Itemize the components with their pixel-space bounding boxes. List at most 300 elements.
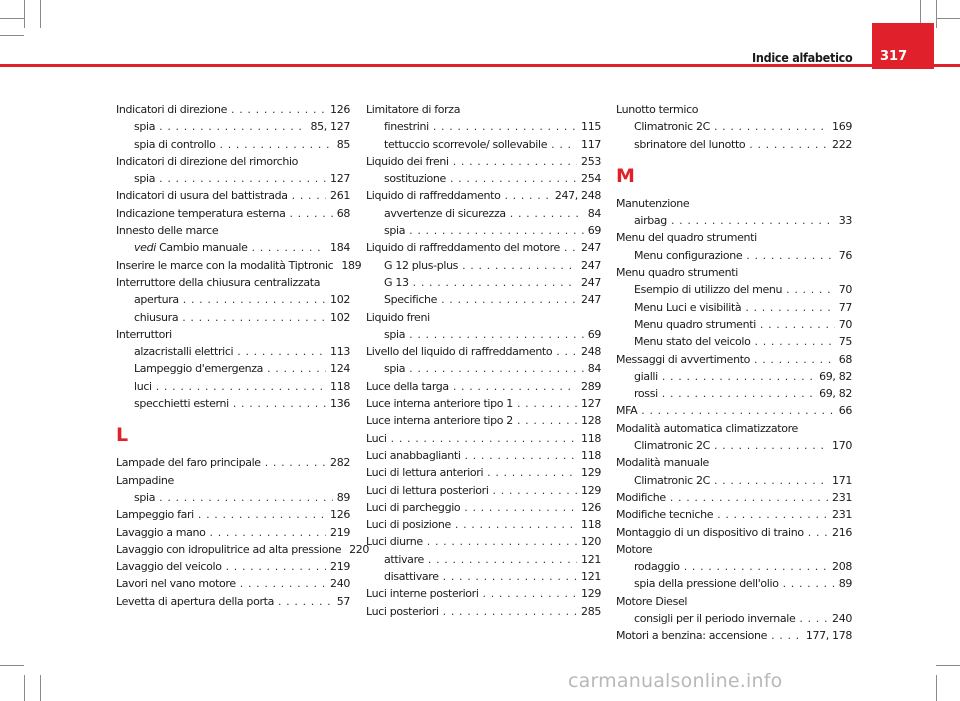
dot-leader bbox=[517, 412, 577, 429]
page-reference[interactable]: 247 bbox=[581, 293, 601, 307]
dot-leader bbox=[641, 402, 834, 419]
dot-leader bbox=[443, 568, 577, 585]
page-reference[interactable]: 120 bbox=[581, 535, 601, 549]
dot-leader bbox=[159, 489, 333, 506]
page-reference[interactable]: 129 bbox=[581, 466, 601, 480]
index-entry bbox=[116, 524, 350, 541]
entry-term: Lampeggio d'emergenza bbox=[134, 362, 264, 376]
dot-leader bbox=[786, 281, 835, 298]
dot-leader bbox=[465, 447, 578, 464]
index-entry bbox=[116, 454, 350, 471]
page-reference[interactable]: 115 bbox=[581, 120, 601, 134]
crop-mark bbox=[936, 18, 960, 19]
index-entry bbox=[366, 239, 601, 256]
crop-mark bbox=[0, 18, 24, 19]
page-reference[interactable]: 216 bbox=[832, 525, 852, 539]
index-subentry bbox=[616, 247, 852, 264]
page-number: 317 bbox=[880, 49, 908, 64]
entry-term: Livello del liquido di raffreddamento bbox=[366, 345, 553, 359]
page-reference[interactable]: 231 bbox=[832, 508, 852, 522]
index-column-1 bbox=[116, 101, 370, 610]
index-subentry bbox=[116, 378, 350, 395]
entry-term: Specifiche bbox=[384, 293, 438, 307]
entry-term: Levetta di apertura della porta bbox=[116, 594, 274, 608]
index-entry bbox=[616, 524, 852, 541]
entry-term: Inserire le marce con la modalità Tiptronic bbox=[116, 258, 334, 272]
page-reference[interactable]: 118 bbox=[330, 379, 350, 393]
page-reference[interactable]: 102 bbox=[330, 310, 350, 324]
dot-leader bbox=[783, 575, 835, 592]
dot-leader bbox=[159, 170, 326, 187]
page-reference[interactable]: 170 bbox=[832, 439, 852, 453]
entry-term-text: Cambio manuale bbox=[159, 241, 248, 255]
index-subentry bbox=[366, 568, 601, 585]
entry-term: Modifiche tecniche bbox=[616, 508, 714, 522]
dot-leader bbox=[755, 333, 835, 350]
index-entry bbox=[116, 101, 350, 118]
entry-term: Climatronic 2C bbox=[634, 120, 710, 134]
page-reference[interactable]: 68 bbox=[838, 352, 852, 366]
dot-leader bbox=[292, 187, 326, 204]
section-letter: L bbox=[116, 424, 128, 447]
entry-term: Lavaggio con idropulitrice ad alta pressione bbox=[116, 542, 342, 556]
index-subentry bbox=[616, 136, 852, 153]
crop-mark bbox=[24, 675, 25, 701]
page-reference[interactable]: 247, 248 bbox=[554, 189, 601, 203]
index-subentry bbox=[366, 326, 601, 343]
dot-leader bbox=[441, 291, 577, 308]
index-entry bbox=[616, 351, 852, 368]
entry-term: Luci di posizione bbox=[366, 518, 451, 532]
entry-term: Luce interna anteriore tipo 2 bbox=[366, 414, 513, 428]
page-reference[interactable]: 248 bbox=[581, 345, 601, 359]
dot-leader bbox=[240, 575, 326, 592]
page-reference[interactable]: 76 bbox=[838, 248, 852, 262]
index-heading: Menu del quadro strumenti bbox=[616, 231, 757, 245]
entry-term: Lavori nel vano motore bbox=[116, 577, 236, 591]
dot-leader bbox=[746, 247, 834, 264]
see-reference: vedi bbox=[134, 241, 156, 255]
entry-term: spia bbox=[384, 224, 406, 238]
entry-term: Menu stato del veicolo bbox=[634, 335, 751, 349]
index-entry bbox=[366, 447, 601, 464]
page-reference[interactable]: 253 bbox=[581, 154, 601, 168]
page-reference[interactable]: 118 bbox=[581, 448, 601, 462]
dot-leader bbox=[409, 222, 584, 239]
dot-leader bbox=[433, 118, 577, 135]
dot-leader bbox=[198, 506, 326, 523]
dot-leader bbox=[265, 454, 326, 471]
dot-leader bbox=[210, 524, 327, 541]
entry-term: Liquido di raffreddamento bbox=[366, 189, 501, 203]
crop-mark bbox=[936, 675, 937, 701]
page-reference[interactable]: 219 bbox=[330, 525, 350, 539]
index-subentry bbox=[616, 333, 852, 350]
page-reference[interactable]: 69 bbox=[587, 224, 601, 238]
entry-term: rodaggio bbox=[634, 560, 680, 574]
page-reference[interactable]: 219 bbox=[330, 560, 350, 574]
index-entry bbox=[116, 187, 350, 204]
page-reference[interactable]: 77 bbox=[838, 300, 852, 314]
index-subentry bbox=[366, 551, 601, 568]
index-subentry bbox=[366, 274, 601, 291]
entry-term: specchietti esterni bbox=[134, 397, 229, 411]
entry-term: Luci diurne bbox=[366, 535, 423, 549]
index-entry bbox=[366, 378, 601, 395]
index-entry bbox=[616, 627, 852, 644]
entry-term: rossi bbox=[634, 387, 658, 401]
page-reference[interactable]: 124 bbox=[330, 362, 350, 376]
index-heading: Manutenzione bbox=[616, 196, 690, 210]
dot-leader bbox=[278, 593, 333, 610]
index-subentry bbox=[616, 610, 852, 627]
entry-term: spia bbox=[384, 362, 406, 376]
page-reference[interactable]: 113 bbox=[330, 345, 350, 359]
dot-leader bbox=[662, 368, 815, 385]
index-heading: Limitatore di forza bbox=[366, 103, 461, 116]
page-reference[interactable]: 118 bbox=[581, 518, 601, 532]
index-subentry bbox=[116, 291, 350, 308]
entry-term: Menu quadro strumenti bbox=[634, 317, 756, 331]
dot-leader bbox=[443, 603, 577, 620]
dot-leader bbox=[428, 551, 577, 568]
page-reference[interactable]: 117 bbox=[581, 137, 601, 151]
index-subentry bbox=[116, 136, 350, 153]
dot-leader bbox=[220, 136, 333, 153]
entry-term: Luci anabbaglianti bbox=[366, 448, 461, 462]
index-heading: Lunotto termico bbox=[616, 103, 699, 116]
dot-leader bbox=[493, 482, 578, 499]
page-title: Indice alfabetico bbox=[752, 50, 853, 65]
entry-term: consigli per il periodo invernale bbox=[634, 612, 796, 626]
index-subentry bbox=[116, 118, 350, 135]
entry-term: tettuccio scorrevole/ sollevabile bbox=[384, 137, 548, 151]
index-entry bbox=[116, 205, 350, 222]
index-entry bbox=[366, 603, 601, 620]
index-subentry bbox=[616, 558, 852, 575]
index-entry bbox=[366, 533, 601, 550]
page-reference[interactable]: 261 bbox=[330, 189, 350, 203]
index-entry bbox=[366, 412, 601, 429]
page-reference[interactable]: 247 bbox=[581, 241, 601, 255]
dot-leader bbox=[517, 395, 577, 412]
crop-mark bbox=[0, 35, 24, 36]
page-reference[interactable]: 85, 127 bbox=[310, 120, 350, 134]
index-subentry bbox=[366, 360, 601, 377]
index-subentry bbox=[616, 575, 852, 592]
page-reference[interactable]: 57 bbox=[336, 594, 350, 608]
entry-term: Luci bbox=[366, 431, 387, 445]
dot-leader bbox=[771, 627, 802, 644]
dot-leader bbox=[670, 489, 828, 506]
page-reference[interactable]: 129 bbox=[581, 483, 601, 497]
dot-leader bbox=[413, 274, 577, 291]
index-subentry bbox=[616, 368, 852, 385]
entry-term: Lavaggio a mano bbox=[116, 525, 206, 539]
dot-leader bbox=[409, 326, 584, 343]
entry-term: MFA bbox=[616, 404, 638, 418]
entry-term bbox=[134, 239, 248, 256]
index-subentry bbox=[616, 472, 852, 489]
entry-term: attivare bbox=[384, 552, 424, 566]
index-subentry bbox=[116, 309, 350, 326]
index-entry bbox=[366, 430, 601, 447]
dot-leader bbox=[745, 299, 834, 316]
entry-term: sostituzione bbox=[384, 172, 446, 186]
index-heading: Menu quadro strumenti bbox=[616, 266, 738, 280]
index-subentry bbox=[616, 118, 852, 135]
dot-leader bbox=[754, 351, 835, 368]
page-reference[interactable]: 285 bbox=[581, 604, 601, 618]
index-subentry bbox=[366, 257, 601, 274]
entry-term: sbrinatore del lunotto bbox=[634, 137, 746, 151]
page-reference[interactable]: 136 bbox=[330, 397, 350, 411]
dot-leader bbox=[183, 291, 326, 308]
dot-leader bbox=[409, 360, 584, 377]
entry-term: Lavaggio del veicolo bbox=[116, 560, 222, 574]
entry-term: Luci interne posteriori bbox=[366, 587, 479, 601]
index-subentry bbox=[366, 170, 601, 187]
dot-leader bbox=[504, 187, 550, 204]
index-heading: Innesto delle marce bbox=[116, 224, 219, 238]
index-entry bbox=[366, 343, 601, 360]
entry-term: Luci di parcheggio bbox=[366, 500, 461, 514]
entry-term: chiusura bbox=[134, 310, 179, 324]
dot-leader bbox=[487, 464, 577, 481]
index-entry bbox=[616, 402, 852, 419]
index-subentry bbox=[116, 343, 350, 360]
entry-term: gialli bbox=[634, 369, 658, 383]
entry-term: alzacristalli elettrici bbox=[134, 345, 234, 359]
page-reference[interactable]: 127 bbox=[581, 397, 601, 411]
entry-term: Luce della targa bbox=[366, 379, 449, 393]
page-reference[interactable]: 68 bbox=[336, 206, 350, 220]
entry-term: G 12 plus-plus bbox=[384, 258, 459, 272]
entry-term: Climatronic 2C bbox=[634, 439, 710, 453]
entry-term: spia bbox=[384, 327, 406, 341]
entry-term: Messaggi di avvertimento bbox=[616, 352, 751, 366]
page-reference[interactable]: 66 bbox=[838, 404, 852, 418]
index-subentry bbox=[116, 360, 350, 377]
dot-leader bbox=[662, 385, 815, 402]
dot-leader bbox=[483, 585, 578, 602]
index-entry bbox=[116, 558, 350, 575]
index-entry bbox=[116, 593, 350, 610]
entry-term: airbag bbox=[634, 214, 667, 228]
dot-leader bbox=[556, 343, 577, 360]
entry-term: Luci di lettura anteriori bbox=[366, 466, 484, 480]
dot-leader bbox=[749, 136, 828, 153]
page-reference[interactable]: 222 bbox=[832, 137, 852, 151]
entry-term: Luci di lettura posteriori bbox=[366, 483, 489, 497]
dot-leader bbox=[391, 430, 577, 447]
entry-term: avvertenze di sicurezza bbox=[384, 206, 506, 220]
index-subentry bbox=[616, 385, 852, 402]
index-subentry bbox=[616, 299, 852, 316]
entry-term: spia di controllo bbox=[134, 137, 216, 151]
dot-leader bbox=[159, 118, 306, 135]
entry-term: Lampade del faro principale bbox=[116, 456, 261, 470]
index-heading: Interruttori bbox=[116, 327, 172, 341]
index-entry bbox=[366, 516, 601, 533]
index-heading: Modalità automatica climatizzatore bbox=[616, 421, 798, 435]
dot-leader bbox=[453, 153, 577, 170]
index-heading: Liquido freni bbox=[366, 310, 430, 324]
dot-leader bbox=[462, 257, 577, 274]
index-subentry bbox=[616, 437, 852, 454]
index-subentry bbox=[116, 239, 350, 256]
index-entry bbox=[616, 489, 852, 506]
index-subentry bbox=[616, 212, 852, 229]
dot-leader bbox=[464, 499, 577, 516]
page-reference[interactable]: 70 bbox=[838, 283, 852, 297]
page-reference[interactable]: 102 bbox=[330, 293, 350, 307]
page-reference[interactable]: 231 bbox=[832, 490, 852, 504]
page-reference[interactable]: 84 bbox=[587, 362, 601, 376]
index-entry bbox=[366, 499, 601, 516]
index-entry bbox=[116, 257, 362, 274]
page-reference[interactable]: 89 bbox=[336, 490, 350, 504]
page-reference[interactable]: 177, 178 bbox=[805, 629, 852, 643]
dot-leader bbox=[182, 309, 326, 326]
page-reference[interactable]: 169 bbox=[832, 120, 852, 134]
page-reference[interactable]: 247 bbox=[581, 258, 601, 272]
index-entry bbox=[366, 464, 601, 481]
dot-leader bbox=[760, 316, 835, 333]
entry-term: disattivare bbox=[384, 570, 439, 584]
index-column-2 bbox=[366, 101, 601, 620]
crop-mark bbox=[24, 0, 25, 28]
page-reference[interactable]: 220 bbox=[349, 542, 370, 556]
page-reference[interactable]: 75 bbox=[838, 335, 852, 349]
page-reference[interactable]: 254 bbox=[581, 172, 601, 186]
dot-leader bbox=[427, 533, 577, 550]
page-reference[interactable]: 189 bbox=[341, 258, 362, 272]
dot-leader bbox=[799, 610, 828, 627]
index-subentry bbox=[116, 489, 350, 506]
page-reference[interactable]: 282 bbox=[330, 456, 350, 470]
dot-leader bbox=[450, 170, 577, 187]
index-heading: Lampadine bbox=[116, 473, 174, 487]
index-entry bbox=[116, 575, 350, 592]
page-reference[interactable]: 129 bbox=[581, 587, 601, 601]
entry-term: spia bbox=[134, 120, 156, 134]
dot-leader bbox=[671, 212, 835, 229]
page-reference[interactable]: 289 bbox=[581, 379, 601, 393]
page-reference[interactable]: 184 bbox=[330, 241, 350, 255]
page-reference[interactable]: 240 bbox=[832, 612, 852, 626]
entry-term: Lampeggio fari bbox=[116, 508, 194, 522]
entry-term: G 13 bbox=[384, 275, 409, 289]
entry-term: Menu configurazione bbox=[634, 248, 743, 262]
index-entry bbox=[366, 395, 601, 412]
section-letter: M bbox=[616, 164, 635, 187]
index-entry bbox=[366, 482, 601, 499]
page-reference[interactable]: 126 bbox=[330, 508, 350, 522]
entry-term: Montaggio di un dispositivo di traino bbox=[616, 525, 804, 539]
index-subentry bbox=[366, 222, 601, 239]
page-reference[interactable]: 126 bbox=[330, 103, 350, 116]
index-subentry bbox=[116, 170, 350, 187]
entry-term: Liquido di raffreddamento del motore bbox=[366, 241, 560, 255]
entry-term: Indicatori di usura del battistrada bbox=[116, 189, 288, 203]
dot-leader bbox=[252, 239, 327, 256]
page-reference[interactable]: 33 bbox=[838, 214, 852, 228]
dot-leader bbox=[564, 239, 577, 256]
index-subentry bbox=[366, 205, 601, 222]
page-reference[interactable]: 126 bbox=[581, 500, 601, 514]
page-reference[interactable]: 171 bbox=[832, 473, 852, 487]
page-reference[interactable]: 70 bbox=[838, 317, 852, 331]
watermark: carmanualsonline.info bbox=[568, 670, 783, 692]
page-reference[interactable]: 121 bbox=[581, 552, 601, 566]
page-reference[interactable]: 69 bbox=[587, 327, 601, 341]
dot-leader bbox=[233, 395, 326, 412]
dot-leader bbox=[714, 472, 828, 489]
page-reference[interactable]: 240 bbox=[330, 577, 350, 591]
dot-leader bbox=[717, 506, 828, 523]
index-heading: Modalità manuale bbox=[616, 456, 709, 470]
page-reference[interactable]: 121 bbox=[581, 570, 601, 584]
dot-leader bbox=[156, 378, 326, 395]
entry-term: Indicazione temperatura esterna bbox=[116, 206, 286, 220]
dot-leader bbox=[231, 101, 326, 118]
page-reference[interactable]: 128 bbox=[581, 414, 601, 428]
page-reference[interactable]: 89 bbox=[838, 577, 852, 591]
dot-leader bbox=[237, 343, 326, 360]
entry-term: Menu Luci e visibilità bbox=[634, 300, 742, 314]
crop-mark bbox=[40, 0, 41, 28]
index-entry bbox=[116, 541, 370, 558]
entry-term: Esempio di utilizzo del menu bbox=[634, 283, 783, 297]
crop-mark bbox=[0, 665, 24, 666]
index-entry bbox=[366, 585, 601, 602]
entry-term: Modifiche bbox=[616, 490, 666, 504]
entry-term: Luci posteriori bbox=[366, 604, 439, 618]
page-reference[interactable]: 84 bbox=[587, 206, 601, 220]
entry-term: Liquido dei freni bbox=[366, 154, 449, 168]
dot-leader bbox=[453, 378, 577, 395]
crop-mark bbox=[936, 0, 937, 28]
dot-leader bbox=[226, 558, 326, 575]
page-reference[interactable]: 69, 82 bbox=[819, 387, 852, 401]
index-entry bbox=[116, 506, 350, 523]
index-subentry bbox=[616, 316, 852, 333]
page-reference[interactable]: 127 bbox=[330, 172, 350, 186]
entry-term: spia bbox=[134, 490, 156, 504]
page-reference[interactable]: 247 bbox=[581, 275, 601, 289]
index-entry bbox=[616, 506, 852, 523]
index-subentry bbox=[116, 395, 350, 412]
index-subentry bbox=[366, 118, 601, 135]
index-subentry bbox=[366, 291, 601, 308]
dot-leader bbox=[455, 516, 577, 533]
entry-term: finestrini bbox=[384, 120, 429, 134]
index-heading: Interruttore della chiusura centralizzata bbox=[116, 275, 321, 289]
page-reference[interactable]: 69, 82 bbox=[819, 369, 852, 383]
index-entry bbox=[366, 187, 601, 204]
index-heading: Indicatori di direzione del rimorchio bbox=[116, 154, 299, 168]
index-heading: Motore bbox=[616, 542, 653, 556]
page-reference[interactable]: 118 bbox=[581, 431, 601, 445]
dot-leader bbox=[714, 437, 828, 454]
entry-term: luci bbox=[134, 379, 152, 393]
index-entry bbox=[366, 153, 601, 170]
entry-term: Indicatori di direzione bbox=[116, 103, 228, 116]
page-reference[interactable]: 208 bbox=[832, 560, 852, 574]
dot-leader bbox=[714, 118, 828, 135]
page-reference[interactable]: 85 bbox=[336, 137, 350, 151]
